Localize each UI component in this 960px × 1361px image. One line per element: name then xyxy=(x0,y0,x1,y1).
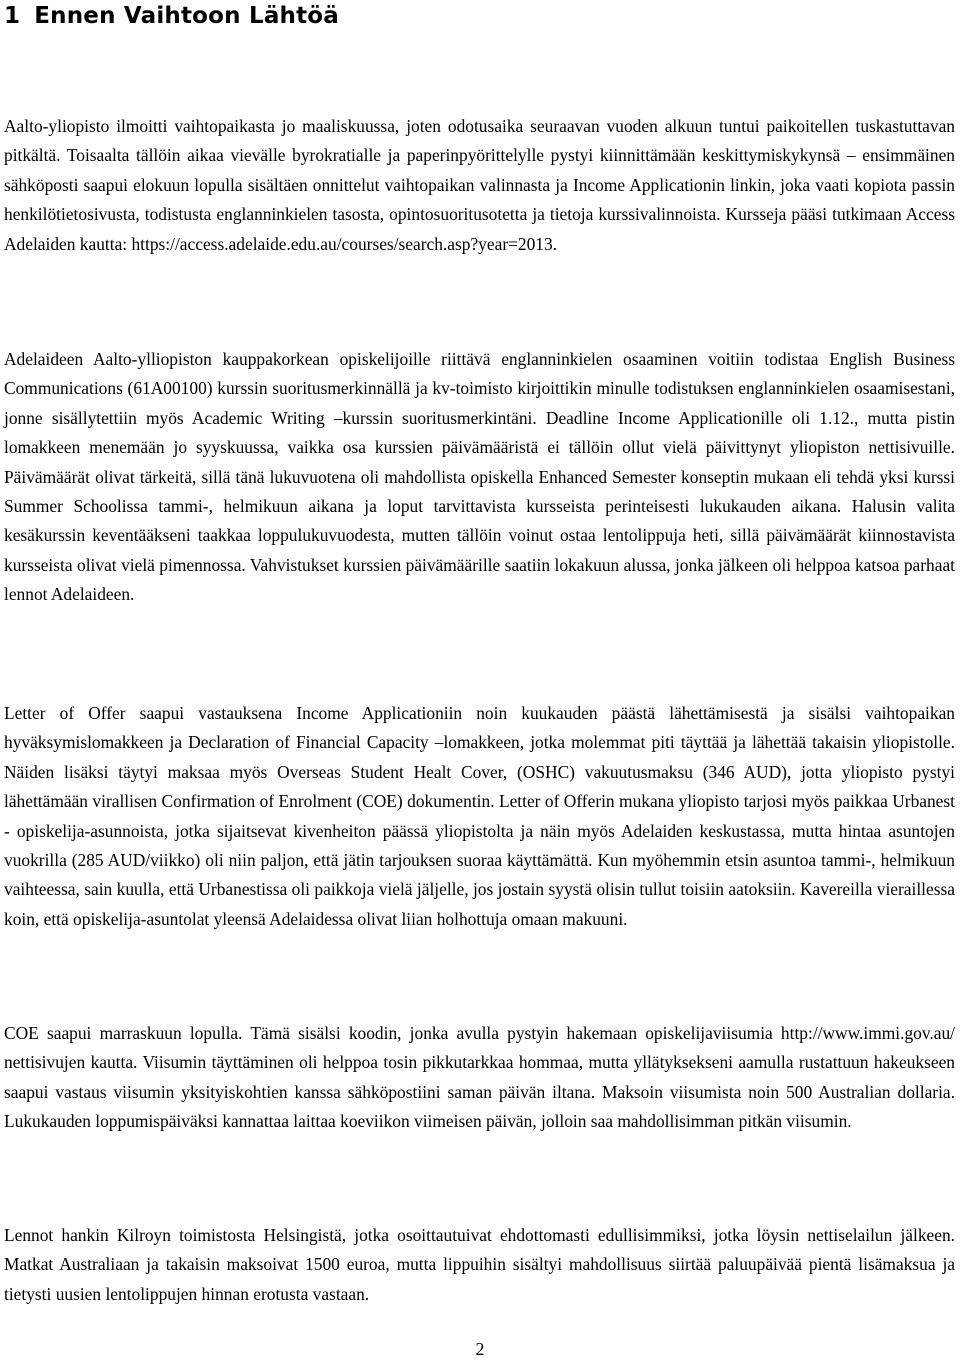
section-title: Ennen Vaihtoon Lähtöä xyxy=(34,3,340,29)
page-number: 2 xyxy=(475,1339,485,1359)
paragraph-coe-visa: COE saapui marraskuun lopulla. Tämä sisälsi koodin, jonka avulla pystyin hakemaan opiskelijaviisumia http://www.immi.gov.au/ nettisivujen kautta. Viisumin täyttäminen oli helppoa tosin pikkutarkkaa hommaa, mutta yllätyksekseni aamulla rustattuun hakeukseen saapui vastaus viisumin yksityiskohtien kanssa sähköpostiini saman päivän iltana. Maksoin viisumista noin 500 Australian dollaria. Lukukauden loppumispäiväksi kannattaa laittaa koeviikon viimeisen päivän, jolloin saa mahdollisimman pitkän viisumin. xyxy=(4,1023,955,1132)
paragraph-application: Aalto-yliopisto ilmoitti vaihtopaikasta jo maaliskuussa, joten odotusaika seuraavan vuoden alkuun tuntui paikoitellen tuskastuttavan pitkältä. Toisaalta tällöin aikaa vievälle byrokratialle ja paperinpyörittelylle pystyi kiinnittämään keskittymiskykynsä – ensimmäinen sähköposti saapui elokuun lopulla sisältäen onnittelut vaihtopaikan valinnasta ja Income Applicationin linkin, joka vaati kopiota passin henkilötietosivusta, todistusta englanninkielen tasosta, opintosuoritusotetta ja tietoja kurssivalinnoista. Kursseja pääsi tutkimaan Access Adelaiden kautta: https://access.adelaide.edu.au/courses/search.asp?year=2013. xyxy=(4,116,955,254)
paragraph-language-requirements: Adelaideen Aalto-ylliopiston kauppakorkean opiskelijoille riittävä englanninkielen osaaminen voitiin todistaa English Business Communications (61A00100) kurssin suoritusmerkinnällä ja kv-toimisto kirjoittikin minulle todistuksen englanninkielen osaamisestani, jonne sisällytettiin myös Academic Writing –kurssin suoritusmerkintäni. Deadline Income Applicationille oli 1.12., mutta pistin lomakkeen menemään jo syyskuussa, vaikka osa kurssien päivämääristä ei tällöin ollut vielä päivittynyt yliopiston nettisivuille. Päivämäärät olivat tärkeitä, sillä tänä lukuvuotena oli mahdollista opiskella Enhanced Semester konseptin mukaan eli tehdä yksi kurssi Summer Schoolissa tammi-, helmikuun aikana ja loput tarvittavista kursseista perinteisesti lukukauden aikana. Halusin valita kesäkurssin keventääkseni taakkaa loppulukuvuodesta, mutten tällöin voinut ostaa lentolippuja heti, sillä päivämäärät kiinnostavista kursseista olivat vielä pimennossa. Vahvistukset kurssien päivämäärille saatiin lokakuun alussa, jonka jälkeen oli helppoa katsoa parhaat lennot Adelaideen. xyxy=(4,349,955,605)
paragraph-letter-of-offer: Letter of Offer saapui vastauksena Income Applicationiin noin kuukauden päästä lähettämisestä ja sisälsi vaihtopaikan hyväksymislomakkeen ja Declaration of Financial Capacity –lomakkeen, jotka molemmat piti täyttää ja lähettää takaisin yliopistolle. Näiden lisäksi täytyi maksaa myös Overseas Student Healt Cover, (OSHC) vakuutusmaksu (346 AUD), jotta yliopisto pystyi lähettämään virallisen Confirmation of Enrolment (COE) dokumentin. Letter of Offerin mukana yliopisto tarjosi myös paikkaa Urbanest - opiskelija-asunnoista, jotka sijaitsevat kivenheiton päässä yliopistolta ja näin myös Adelaiden keskustassa, mutta hintaa asuntojen vuokrilla (285 AUD/viikko) oli niin paljon, että jätin tarjouksen suoraa käyttämättä. Kun myöhemmin etsin asuntoa tammi-, helmikuun vaihteessa, sain kuulla, että Urbanestissa oli paikkoja vielä jäljelle, jos jostain syystä olisin tullut toisiin aatoksiin. Kavereilla vieraillessa koin, että opiskelija-asuntolat yleensä Adelaidessa olivat liian holhottuja omaan makuuni. xyxy=(4,703,955,929)
paragraph-flights: Lennot hankin Kilroyn toimistosta Helsingistä, jotka osoittautuivat ehdottomasti edullisimmiksi, jotka löysin nettiselailun jälkeen. Matkat Australiaan ja takaisin maksoivat 1500 euroa, mutta lippuihin sisältyi mahdollisuus siirtää paluupäivää pientä lisämaksua ja tietysti uusien lentolippujen hinnan erotusta vastaan. xyxy=(4,1225,955,1304)
section-number: 1 xyxy=(4,3,21,29)
section-heading xyxy=(4,0,339,32)
